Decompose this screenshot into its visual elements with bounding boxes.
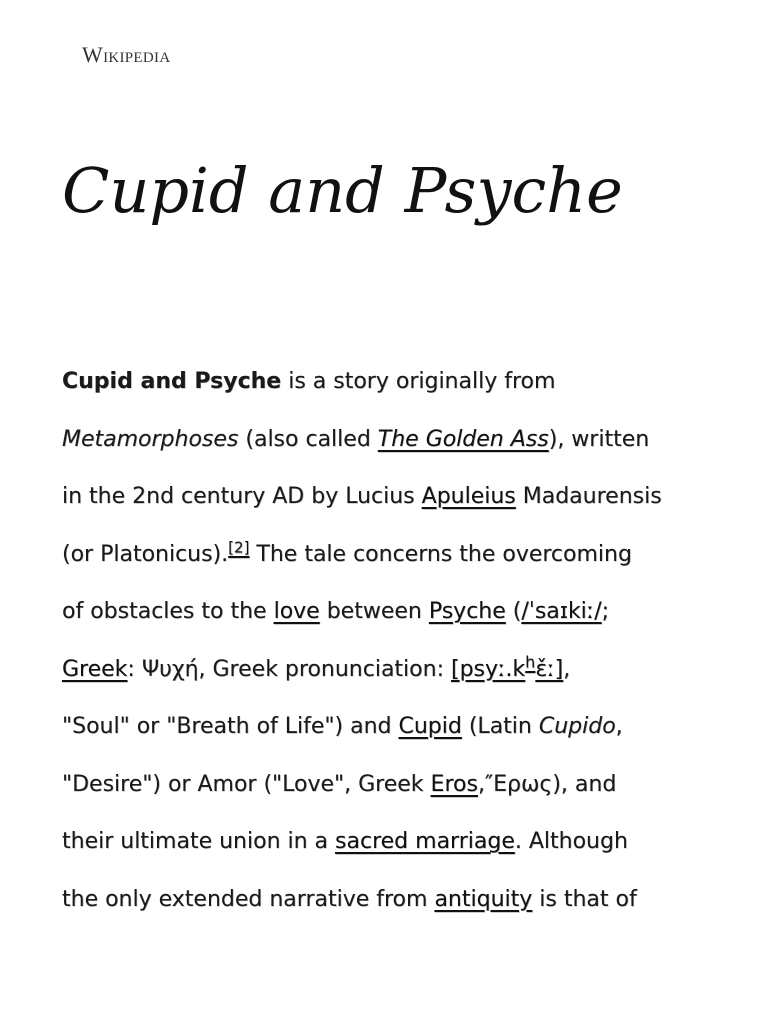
text-run: the only extended narrative from	[62, 886, 435, 912]
text-run: ,″Ερως), and	[477, 771, 617, 797]
article-link[interactable]: Psyche	[428, 599, 506, 624]
article-link[interactable]: [psyː.k	[450, 656, 526, 682]
text-run: ,	[563, 656, 571, 682]
text-run: Madaurensis	[515, 484, 662, 509]
text-run: of obstacles to the	[62, 599, 274, 624]
text-run: ), written	[548, 426, 650, 452]
article-link[interactable]: love	[273, 599, 320, 624]
text-run: between	[319, 599, 429, 624]
citation-link[interactable]: [2]	[228, 538, 250, 557]
text-run: "Desire") or Amor ("Love", Greek	[62, 771, 431, 797]
text-run: "Soul" or "Breath of Life") and	[62, 714, 399, 739]
ipa-superscript[interactable]: h	[525, 652, 536, 672]
paragraph-line	[62, 698, 712, 756]
italic-term: Cupido	[538, 714, 616, 739]
citation	[228, 538, 249, 556]
article-link[interactable]: The Golden Ass	[377, 426, 549, 452]
article-link[interactable]: Cupid	[398, 714, 462, 739]
paragraph-line	[62, 871, 712, 929]
paragraph-line	[62, 641, 712, 699]
article-link[interactable]: ɛ̌ː]	[535, 656, 564, 682]
article-link[interactable]: /ˈsaɪkiː/	[521, 599, 602, 624]
text-run: : Ψυχή, Greek pronunciation:	[127, 656, 451, 682]
bold-term: Cupid and Psyche	[62, 369, 282, 394]
text-run: (Latin	[461, 714, 539, 739]
page-title: Cupid and Psyche	[62, 154, 623, 227]
paragraph-line	[62, 756, 712, 814]
text-run: (also called	[238, 426, 378, 452]
paragraph-line	[62, 813, 712, 871]
article-link[interactable]: antiquity	[434, 886, 533, 912]
text-run: (	[505, 599, 522, 624]
text-run: is that of	[532, 886, 637, 912]
article-link[interactable]: Greek	[62, 656, 128, 682]
text-run: in the 2nd century AD by Lucius	[62, 484, 422, 509]
paragraph-line	[62, 583, 712, 641]
article-link[interactable]: sacred marriage	[335, 829, 515, 854]
text-run: (or Platonicus).	[62, 541, 229, 567]
text-run: The tale concerns the overcoming	[249, 541, 632, 567]
article-link[interactable]: Apuleius	[421, 484, 516, 509]
article-paragraph	[62, 353, 712, 928]
text-run: their ultimate union in a	[62, 829, 336, 854]
paragraph-line	[62, 411, 712, 469]
text-run: ,	[615, 714, 623, 739]
paragraph-line	[62, 468, 712, 526]
text-run: is a story originally from	[281, 369, 556, 394]
article-link[interactable]: Eros	[430, 771, 478, 797]
wikipedia-logo[interactable]: Wikipedia	[82, 42, 171, 67]
paragraph-line	[62, 353, 712, 411]
text-run: . Although	[514, 829, 628, 854]
paragraph-line	[62, 526, 712, 584]
italic-term: Metamorphoses	[62, 426, 239, 452]
text-run: ;	[601, 599, 610, 624]
